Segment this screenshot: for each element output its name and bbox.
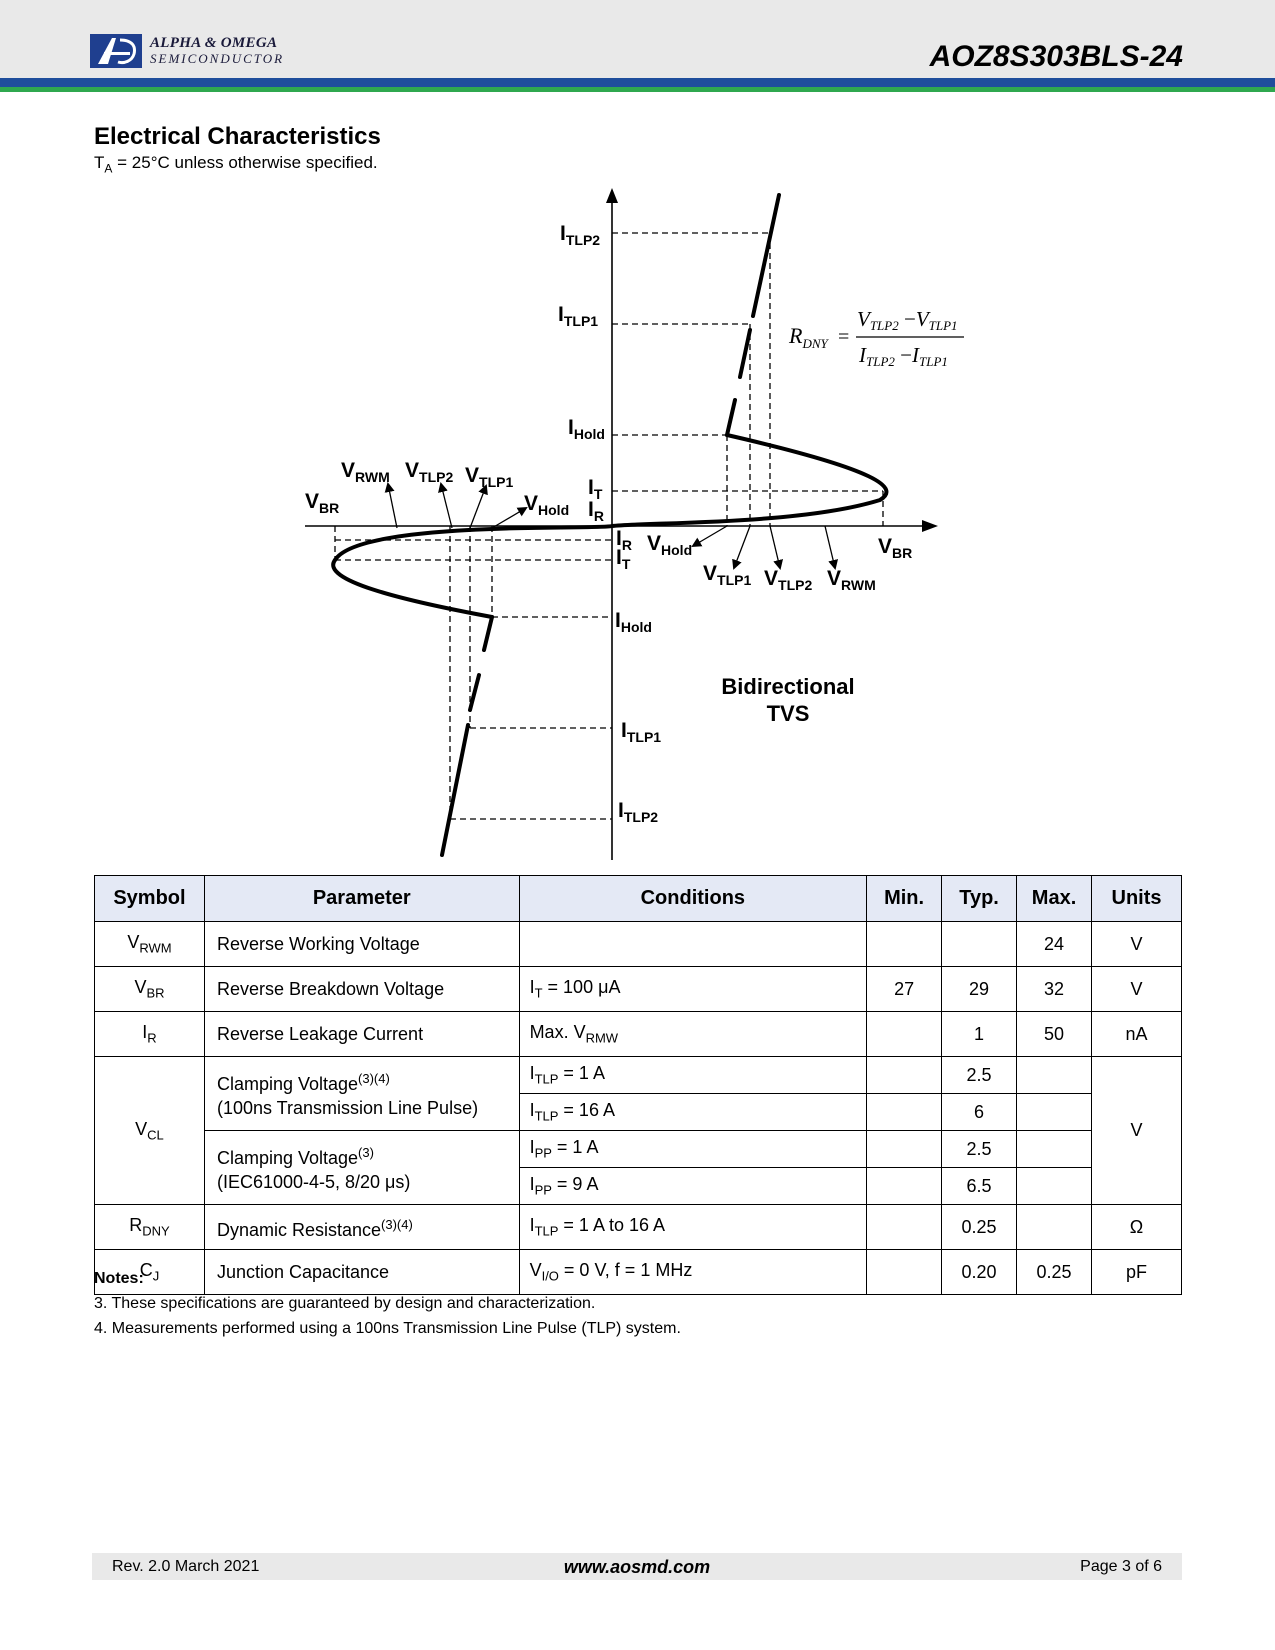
label-vtlp1-right: $V_{TLP1}$ [703, 562, 752, 588]
label-ir-top: $I_R$ [588, 498, 604, 524]
table-row [95, 1205, 1182, 1250]
label-ihold-top: $I_{Hold}$ [568, 416, 605, 442]
header-max: Max. [1017, 876, 1092, 922]
typ-cell: 0.20 [942, 1250, 1017, 1295]
header-typ: Typ. [942, 876, 1017, 922]
symbol-cell: $V_{RWM}$ [95, 922, 205, 967]
min-cell [867, 1012, 942, 1057]
revision-text: Rev. 2.0 March 2021 [112, 1558, 260, 1575]
min-cell: 27 [867, 967, 942, 1012]
page-number: Page 3 of 6 [1080, 1558, 1162, 1575]
typ-cell: 1 [942, 1012, 1017, 1057]
label-vbr-left: $V_{BR}$ [305, 490, 340, 516]
symbol-cell: $C_J$ [95, 1250, 205, 1295]
logo-line-2: SEMICONDUCTOR [150, 51, 285, 66]
label-vrwm-right: $V_{RWM}$ [827, 567, 876, 593]
conditions-cell [519, 922, 867, 967]
symbol-cell: $V_{BR}$ [95, 967, 205, 1012]
svg-text:RDNY: $R_{DNY}$ [789, 323, 828, 351]
company-logo [90, 34, 284, 68]
label-ihold-bottom: $I_{Hold}$ [615, 609, 652, 635]
typ-cell: 6 [942, 1094, 1017, 1131]
table-row [95, 1057, 1182, 1094]
min-cell [867, 1057, 942, 1094]
website-link[interactable]: www.aosmd.com [563, 1557, 711, 1577]
label-itlp2-bottom: $I_{TLP2}$ [618, 799, 659, 825]
header-units: Units [1092, 876, 1182, 922]
logo-line-1: ALPHA & OMEGA [150, 35, 278, 51]
conditions-cell: $I_{TLP} = 1$ A to 16 A [519, 1205, 867, 1250]
parameter-cell: Clamping Voltage$^{(3)}$ (IEC61000-4-5, 8/20 μs) [204, 1131, 519, 1205]
parameter-cell: Reverse Breakdown Voltage [204, 967, 519, 1012]
min-cell [867, 1168, 942, 1205]
min-cell [867, 922, 942, 967]
label-vhold-right: $V_{Hold}$ [647, 532, 693, 558]
symbol-cell: $I_R$ [95, 1012, 205, 1057]
parameter-cell: Junction Capacitance [204, 1250, 519, 1295]
max-cell [1017, 1094, 1092, 1131]
table-row [95, 1012, 1182, 1057]
characteristic-curve [333, 195, 886, 855]
typ-cell: 29 [942, 967, 1017, 1012]
parameter-cell: Reverse Working Voltage [204, 922, 519, 967]
part-number: AOZ8S303BLS-24 [929, 40, 1183, 73]
parameter-cell: Dynamic Resistance$^{(3)(4)}$ [204, 1205, 519, 1250]
symbol-cell: $V_{CL}$ [95, 1057, 205, 1205]
header-min: Min. [867, 876, 942, 922]
label-vtlp2-right: $V_{TLP2}$ [764, 567, 813, 593]
label-itlp1-top: $I_{TLP1}$ [558, 303, 599, 329]
units-cell: nA [1092, 1012, 1182, 1057]
section-condition: $T_A = 25^\circ C$ unless otherwise specified. [94, 153, 378, 176]
table-row [95, 1131, 1182, 1168]
parameter-cell: Clamping Voltage$^{(3)(4)}$ (100ns Transmission Line Pulse) [204, 1057, 519, 1131]
conditions-cell: $V_{I/O} = 0$ V, f = 1 MHz [519, 1250, 867, 1295]
logo-mark-icon [90, 34, 142, 68]
note-3: 3. These specifications are guaranteed by design and characterization. [94, 1295, 596, 1312]
min-cell [867, 1094, 942, 1131]
label-it-bottom: $I_T$ [616, 546, 631, 572]
max-cell: 32 [1017, 967, 1092, 1012]
diagram-caption-line-2: TVS [766, 701, 810, 726]
conditions-cell: Max. $V_{RMW}$ [519, 1012, 867, 1057]
label-vbr-right: $V_{BR}$ [878, 535, 913, 561]
typ-cell: 2.5 [942, 1057, 1017, 1094]
label-vtlp2-left: $V_{TLP2}$ [405, 459, 454, 485]
max-cell [1017, 1131, 1092, 1168]
typ-cell [942, 922, 1017, 967]
table-header-row [95, 876, 1182, 922]
max-cell: 50 [1017, 1012, 1092, 1057]
min-cell [867, 1131, 942, 1168]
diagram-caption-line-1: Bidirectional [721, 674, 855, 699]
units-cell: V [1092, 1057, 1182, 1205]
svg-text:=: = [838, 326, 850, 348]
header-parameter: Parameter [204, 876, 519, 922]
conditions-cell: $I_{PP} = 9$ A [519, 1168, 867, 1205]
svg-text:ITLP2 −ITLP1: ITLP2 −ITLP1 [859, 343, 948, 369]
notes-heading: Notes: [94, 1270, 144, 1287]
header-symbol: Symbol [95, 876, 205, 922]
max-cell: 0.25 [1017, 1250, 1092, 1295]
label-itlp2-top: $I_{TLP2}$ [560, 222, 601, 248]
notes [94, 1266, 681, 1341]
typ-cell: 6.5 [942, 1168, 1017, 1205]
table-row [95, 967, 1182, 1012]
units-cell: V [1092, 922, 1182, 967]
header-conditions: Conditions [519, 876, 867, 922]
conditions-cell: $I_{PP} = 1$ A [519, 1131, 867, 1168]
page-footer [92, 1553, 1182, 1580]
conditions-cell: $I_{TLP} = 1$ A [519, 1057, 867, 1094]
parameter-cell: Reverse Leakage Current [204, 1012, 519, 1057]
conditions-cell: $I_T = 100$ μA [519, 967, 867, 1012]
table-row [95, 922, 1182, 967]
typ-cell: 0.25 [942, 1205, 1017, 1250]
min-cell [867, 1250, 942, 1295]
header-rule-green [0, 87, 1275, 92]
iv-characteristic-diagram [280, 185, 980, 865]
min-cell [867, 1205, 942, 1250]
typ-cell: 2.5 [942, 1131, 1017, 1168]
label-vhold-left: $V_{Hold}$ [524, 492, 570, 518]
rdny-formula [788, 307, 964, 369]
note-4: 4. Measurements performed using a 100ns Transmission Line Pulse (TLP) system. [94, 1320, 681, 1337]
max-cell: 24 [1017, 922, 1092, 967]
label-vrwm-left: $V_{RWM}$ [341, 459, 390, 485]
electrical-characteristics-table [94, 875, 1182, 1295]
label-vtlp1-left: $V_{TLP1}$ [465, 464, 514, 490]
header-rule-blue [0, 78, 1275, 87]
conditions-cell: $I_{TLP} = 16$ A [519, 1094, 867, 1131]
units-cell: Ω [1092, 1205, 1182, 1250]
units-cell: pF [1092, 1250, 1182, 1295]
max-cell [1017, 1057, 1092, 1094]
section-title: Electrical Characteristics [94, 123, 381, 150]
svg-text:VTLP2 −VTLP1: VTLP2 −VTLP1 [857, 307, 958, 333]
label-it-top: $I_T$ [588, 476, 603, 502]
units-cell: V [1092, 967, 1182, 1012]
label-itlp1-bottom: $I_{TLP1}$ [621, 719, 662, 745]
label-ir-bottom: $I_R$ [616, 527, 632, 553]
max-cell [1017, 1168, 1092, 1205]
symbol-cell: $R_{DNY}$ [95, 1205, 205, 1250]
max-cell [1017, 1205, 1092, 1250]
